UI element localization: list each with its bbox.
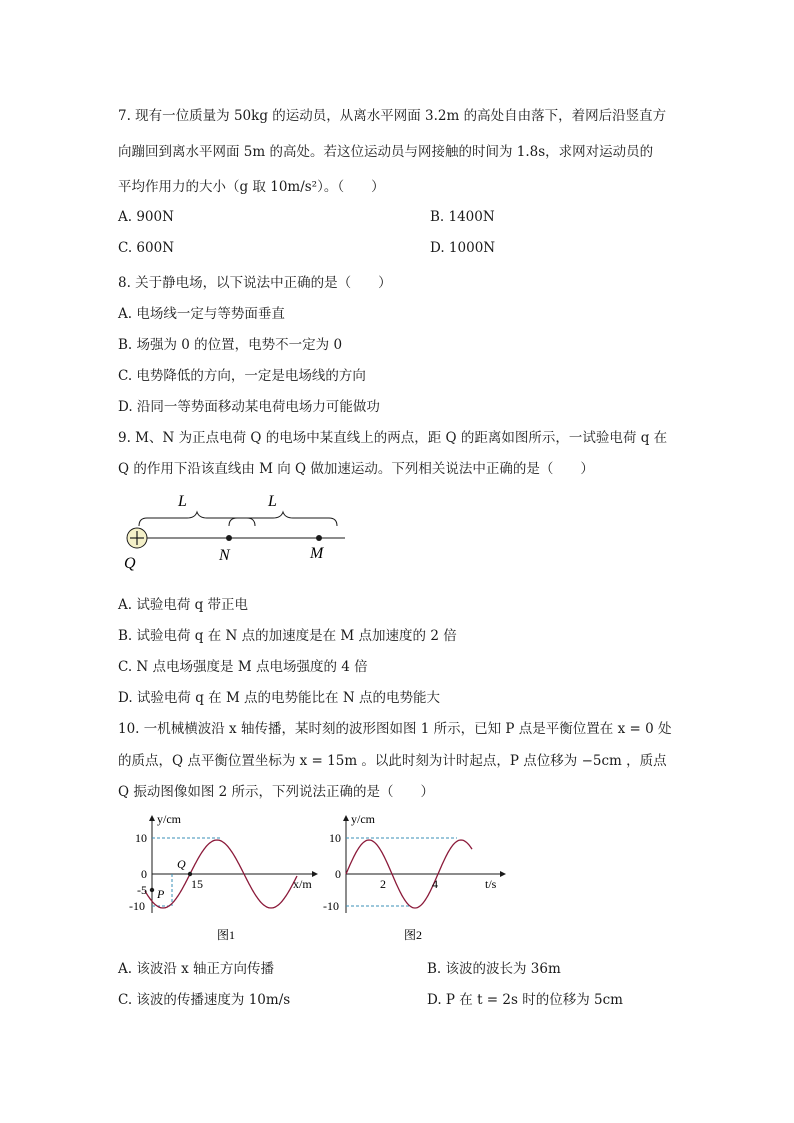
q9-label-m: M (310, 545, 324, 562)
fig1-ylabel: y/cm (157, 812, 181, 826)
q10-stem-line2: 的质点，Q 点平衡位置坐标为 x = 15m 。以此时刻为计时起点，P 点位移为 −5cm ，质点 (118, 753, 667, 769)
q9-stem-line2: Q 的作用下沿该直线由 M 向 Q 做加速运动。下列相关说法中正确的是（ ） (118, 461, 594, 477)
fig1-label-q: Q (177, 857, 186, 871)
q9-option-b[interactable]: B. 试验电荷 q 在 N 点的加速度是在 M 点加速度的 2 倍 (118, 628, 457, 644)
fig1-point-q (188, 872, 192, 876)
fig2-ylabel: y/cm (351, 812, 375, 826)
fig2-tick-2: 2 (380, 877, 386, 891)
q7-stem-line3: 平均作用力的大小（g 取 10m/s²）。（ ） (118, 179, 385, 195)
q7-option-a[interactable]: A. 900N (118, 209, 174, 225)
q9-option-d[interactable]: D. 试验电荷 q 在 M 点的电势能比在 N 点的电势能大 (118, 690, 440, 706)
q7-option-d[interactable]: D. 1000N (430, 240, 496, 256)
q8-option-a[interactable]: A. 电场线一定与等势面垂直 (118, 306, 285, 322)
q10-option-a[interactable]: A. 该波沿 x 轴正方向传播 (118, 961, 275, 977)
fig1-point-p (150, 888, 154, 892)
q10-option-b[interactable]: B. 该波的波长为 36m (427, 961, 561, 977)
q7-stem-line2: 向蹦回到离水平网面 5m 的高处。若这位运动员与网接触的时间为 1.8s，求网对运动员的 (118, 144, 654, 160)
q8-option-d[interactable]: D. 沿同一等势面移动某电荷电场力可能做功 (118, 399, 380, 415)
fig1-tick-0: 0 (141, 867, 147, 881)
q9-option-a[interactable]: A. 试验电荷 q 带正电 (118, 597, 249, 613)
fig2-tick-10: 10 (329, 831, 341, 845)
q7-stem-line1: 7. 现有一位质量为 50kg 的运动员，从离水平网面 3.2m 的高处自由落下，着网后沿竖直方 (118, 108, 667, 124)
q8-stem: 8. 关于静电场，以下说法中正确的是（ ） (118, 275, 392, 291)
q10-option-c[interactable]: C. 该波的传播速度为 10m/s (118, 992, 291, 1008)
q9-brace-left (139, 512, 255, 526)
q9-label-l1: L (178, 493, 187, 510)
q8-option-c[interactable]: C. 电势降低的方向，一定是电场线的方向 (118, 368, 366, 384)
q9-charge-diagram (118, 488, 358, 576)
q7-option-b[interactable]: B. 1400N (430, 209, 495, 225)
fig1-tick-m5: -5 (137, 883, 147, 897)
q8-option-b[interactable]: B. 场强为 0 的位置，电势不一定为 0 (118, 337, 343, 353)
fig2-tick-0: 0 (335, 867, 341, 881)
q9-brace-right (229, 512, 337, 526)
fig1-xlabel: x/m (293, 877, 312, 891)
q7-option-c[interactable]: C. 600N (118, 240, 175, 256)
q9-label-q: Q (124, 555, 136, 572)
fig1-tick-10: 10 (135, 831, 147, 845)
q10-figure1-wave-graph (125, 808, 325, 948)
q10-stem-line1: 10. 一机械横波沿 x 轴传播，某时刻的波形图如图 1 所示，已知 P 点是平衡位置在 x = 0 处 (118, 721, 672, 737)
fig2-tick-m10: -10 (323, 899, 339, 913)
fig2-tick-4: 4 (432, 877, 438, 891)
fig2-caption: 图2 (404, 928, 423, 942)
q9-label-n: N (219, 547, 230, 564)
q9-point-m (316, 535, 322, 541)
q9-label-l2: L (268, 493, 277, 510)
q10-option-d[interactable]: D. P 在 t = 2s 时的位移为 5cm (427, 992, 623, 1008)
q10-stem-line3: Q 振动图像如图 2 所示，下列说法正确的是（ ） (118, 784, 435, 800)
fig1-label-p: P (157, 887, 165, 901)
fig1-tick-m10: -10 (129, 899, 145, 913)
q9-stem-line1: 9. M、N 为正点电荷 Q 的电场中某直线上的两点，距 Q 的距离如图所示，一试验电荷 q 在 (118, 430, 668, 446)
q9-option-c[interactable]: C. N 点电场强度是 M 点电场强度的 4 倍 (118, 659, 368, 675)
q9-point-n (226, 535, 232, 541)
fig1-caption: 图1 (217, 928, 236, 942)
fig1-tick-15: 15 (191, 877, 203, 891)
fig2-xlabel: t/s (485, 877, 497, 891)
q10-figure2-vibration-graph (315, 808, 515, 948)
